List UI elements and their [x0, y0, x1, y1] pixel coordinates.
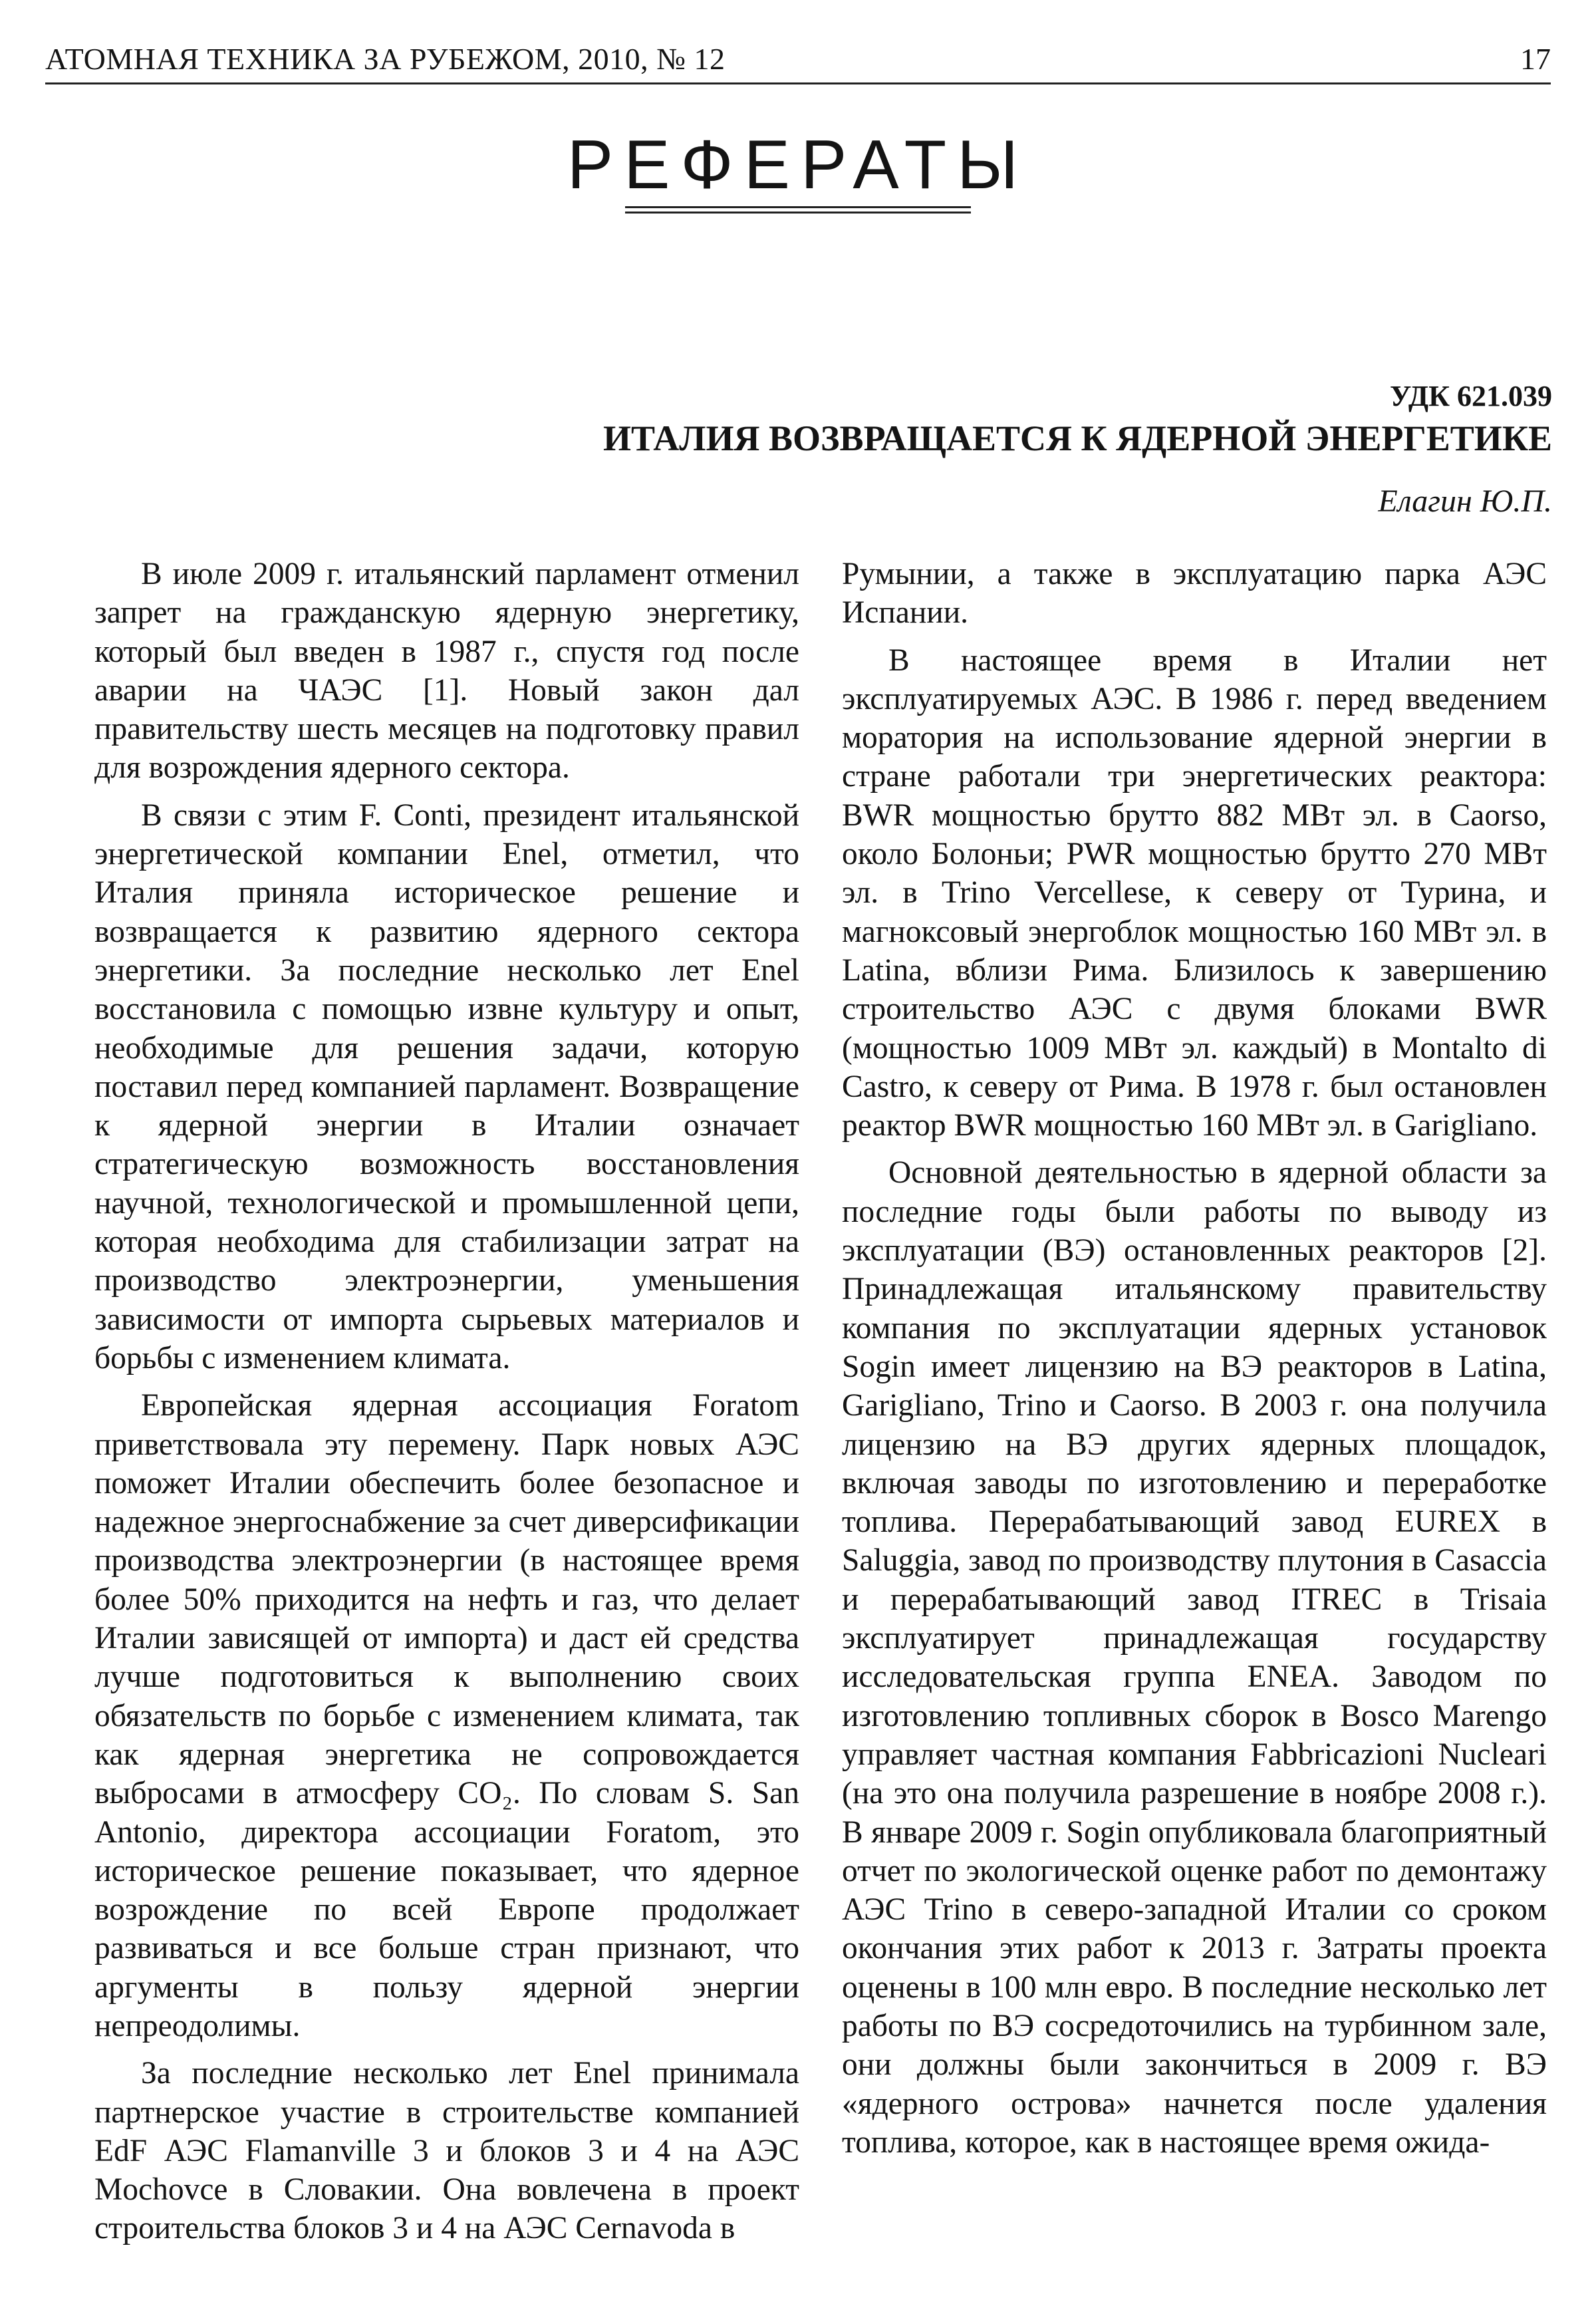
journal-title: АТОМНАЯ ТЕХНИКА ЗА РУБЕЖОМ, 2010, № 12 [45, 42, 726, 76]
paragraph-continuation: Румынии, а также в эксплуатацию парка АЭС Испании. [842, 557, 1547, 631]
running-header [45, 36, 1551, 84]
page-number: 17 [1520, 42, 1551, 76]
paragraph: Основной деятельностью в ядерной области за последние годы были работы по выводу из эксплуатации (ВЭ) остановленных реакторов [2]. Принадлежащая итальянскому правительству компания по эксплуатации ядерных установок Sogin имеет лицензию на ВЭ реакторов в Latina, Garigliano, Trino и Caorso. В 2003 г. она получила лицензию на ВЭ других ядерных площадок, включая заводы по изготовлению и переработке топлива. Перерабатывающий завод EUREX в Saluggia, завод по производству плутония в Casaccia и перерабатывающий завод ITREC в Trisaia эксплуатирует принадлежащая государству исследовательская группа ENEA. Заводом по изготовлению топливных сборок в Bosco Marengo управляет частная компания Fabbricazioni Nucleari (на это она получила разрешение в ноябре 2008 г.). В январе 2009 г. Sogin опубликовала благоприятный отчет по экологической оценке работ по демонтажу АЭС Trino в северо-западной Италии со сроком окончания этих работ к 2013 г. Затраты проекта оценены в 100 млн евро. В последние несколько лет работы по ВЭ сосредоточились на турбинном зале, они должны были закончиться в 2009 г. ВЭ «ядерного острова» начнется после удаления топлива, которое, как в настоящее время ожида- [842, 1155, 1547, 2160]
left-column [94, 555, 799, 2257]
section-title-rule [625, 212, 971, 214]
right-column [842, 555, 1547, 2170]
section-title-rule [625, 206, 971, 208]
paragraph: В июле 2009 г. итальянский парламент отменил запрет на гражданскую ядерную энергетику, который был введен в 1987 г., спустя год после аварии на ЧАЭС [1]. Новый закон дал правительству шесть месяцев на подготовку правил для возрождения ядерного сектора. [94, 557, 799, 786]
article-author: Елагин Ю.П. [1378, 484, 1552, 519]
paragraph: Европейская ядерная ассоциация Foratom приветствовала эту перемену. Парк новых АЭС поможет Италии обеспечить более безопасное и надежное энергоснабжение за счет диверсификации производства электроэнергии (в настоящее время более 50% приходится на нефть и газ, что делает Италии зависящей от импорта) и даст ей средства лучше подготовиться к выполнению своих обязательств по борьбе с изменением климата, так как ядерная энергетика не сопровождается выбросами в атмосферу CO₂. По словам S. San Antonio, директора ассоциации Foratom, это историческое решение показывает, что ядерное возрождение по всей Европе продолжает развиваться и все больше стран признают, что аргументы в пользу ядерной энергии непреодолимы. [94, 1388, 799, 2043]
udk-code: УДК 621.039 [1389, 380, 1552, 412]
article-title: ИТАЛИЯ ВОЗВРАЩАЕТСЯ К ЯДЕРНОЙ ЭНЕРГЕТИКЕ [602, 418, 1552, 458]
paragraph: За последние несколько лет Enel принимала партнерское участие в строительстве компанией EdF АЭС Flamanville 3 и блоков 3 и 4 на АЭС Mochovce в Словакии. Она вовлечена в проект строительства блоков 3 и 4 на АЭС Cernavoda в [94, 2056, 799, 2246]
paragraph: В настоящее время в Италии нет эксплуатируемых АЭС. В 1986 г. перед введением моратория на использование ядерной энергии в стране работали три энергетических реактора: BWR мощностью брутто 882 МВт эл. в Caorso, около Болоньи; PWR мощностью брутто 270 МВт эл. в Trino Vercellese, к северу от Турина, и магноксовый энергоблок мощностью 160 МВт эл. в Latina, вблизи Рима. Близилось к завершению строительство АЭС с двумя блоками BWR (мощностью 1009 МВт эл. каждый) в Montalto di Castro, к северу от Рима. В 1978 г. был остановлен реактор BWR мощностью 160 МВт эл. в Garigliano. [842, 643, 1547, 1143]
paragraph: В связи с этим F. Conti, президент итальянской энергетической компании Enel, отметил, что Италия приняла историческое решение и возвращается к развитию ядерного сектора энергетики. За последние несколько лет Enel восстановила с помощью извне культуру и опыт, необходимые для решения задачи, которую поставил перед компанией парламент. Возвращение к ядерной энергии в Италии означает стратегическую возможность восстановления научной, технологической и промышленной цепи, которая необходима для стабилизации затрат на производство электроэнергии, уменьшения зависимости от импорта сырьевых материалов и борьбы с изменением климата. [94, 797, 799, 1375]
section-title: РЕФЕРАТЫ [567, 126, 1029, 204]
